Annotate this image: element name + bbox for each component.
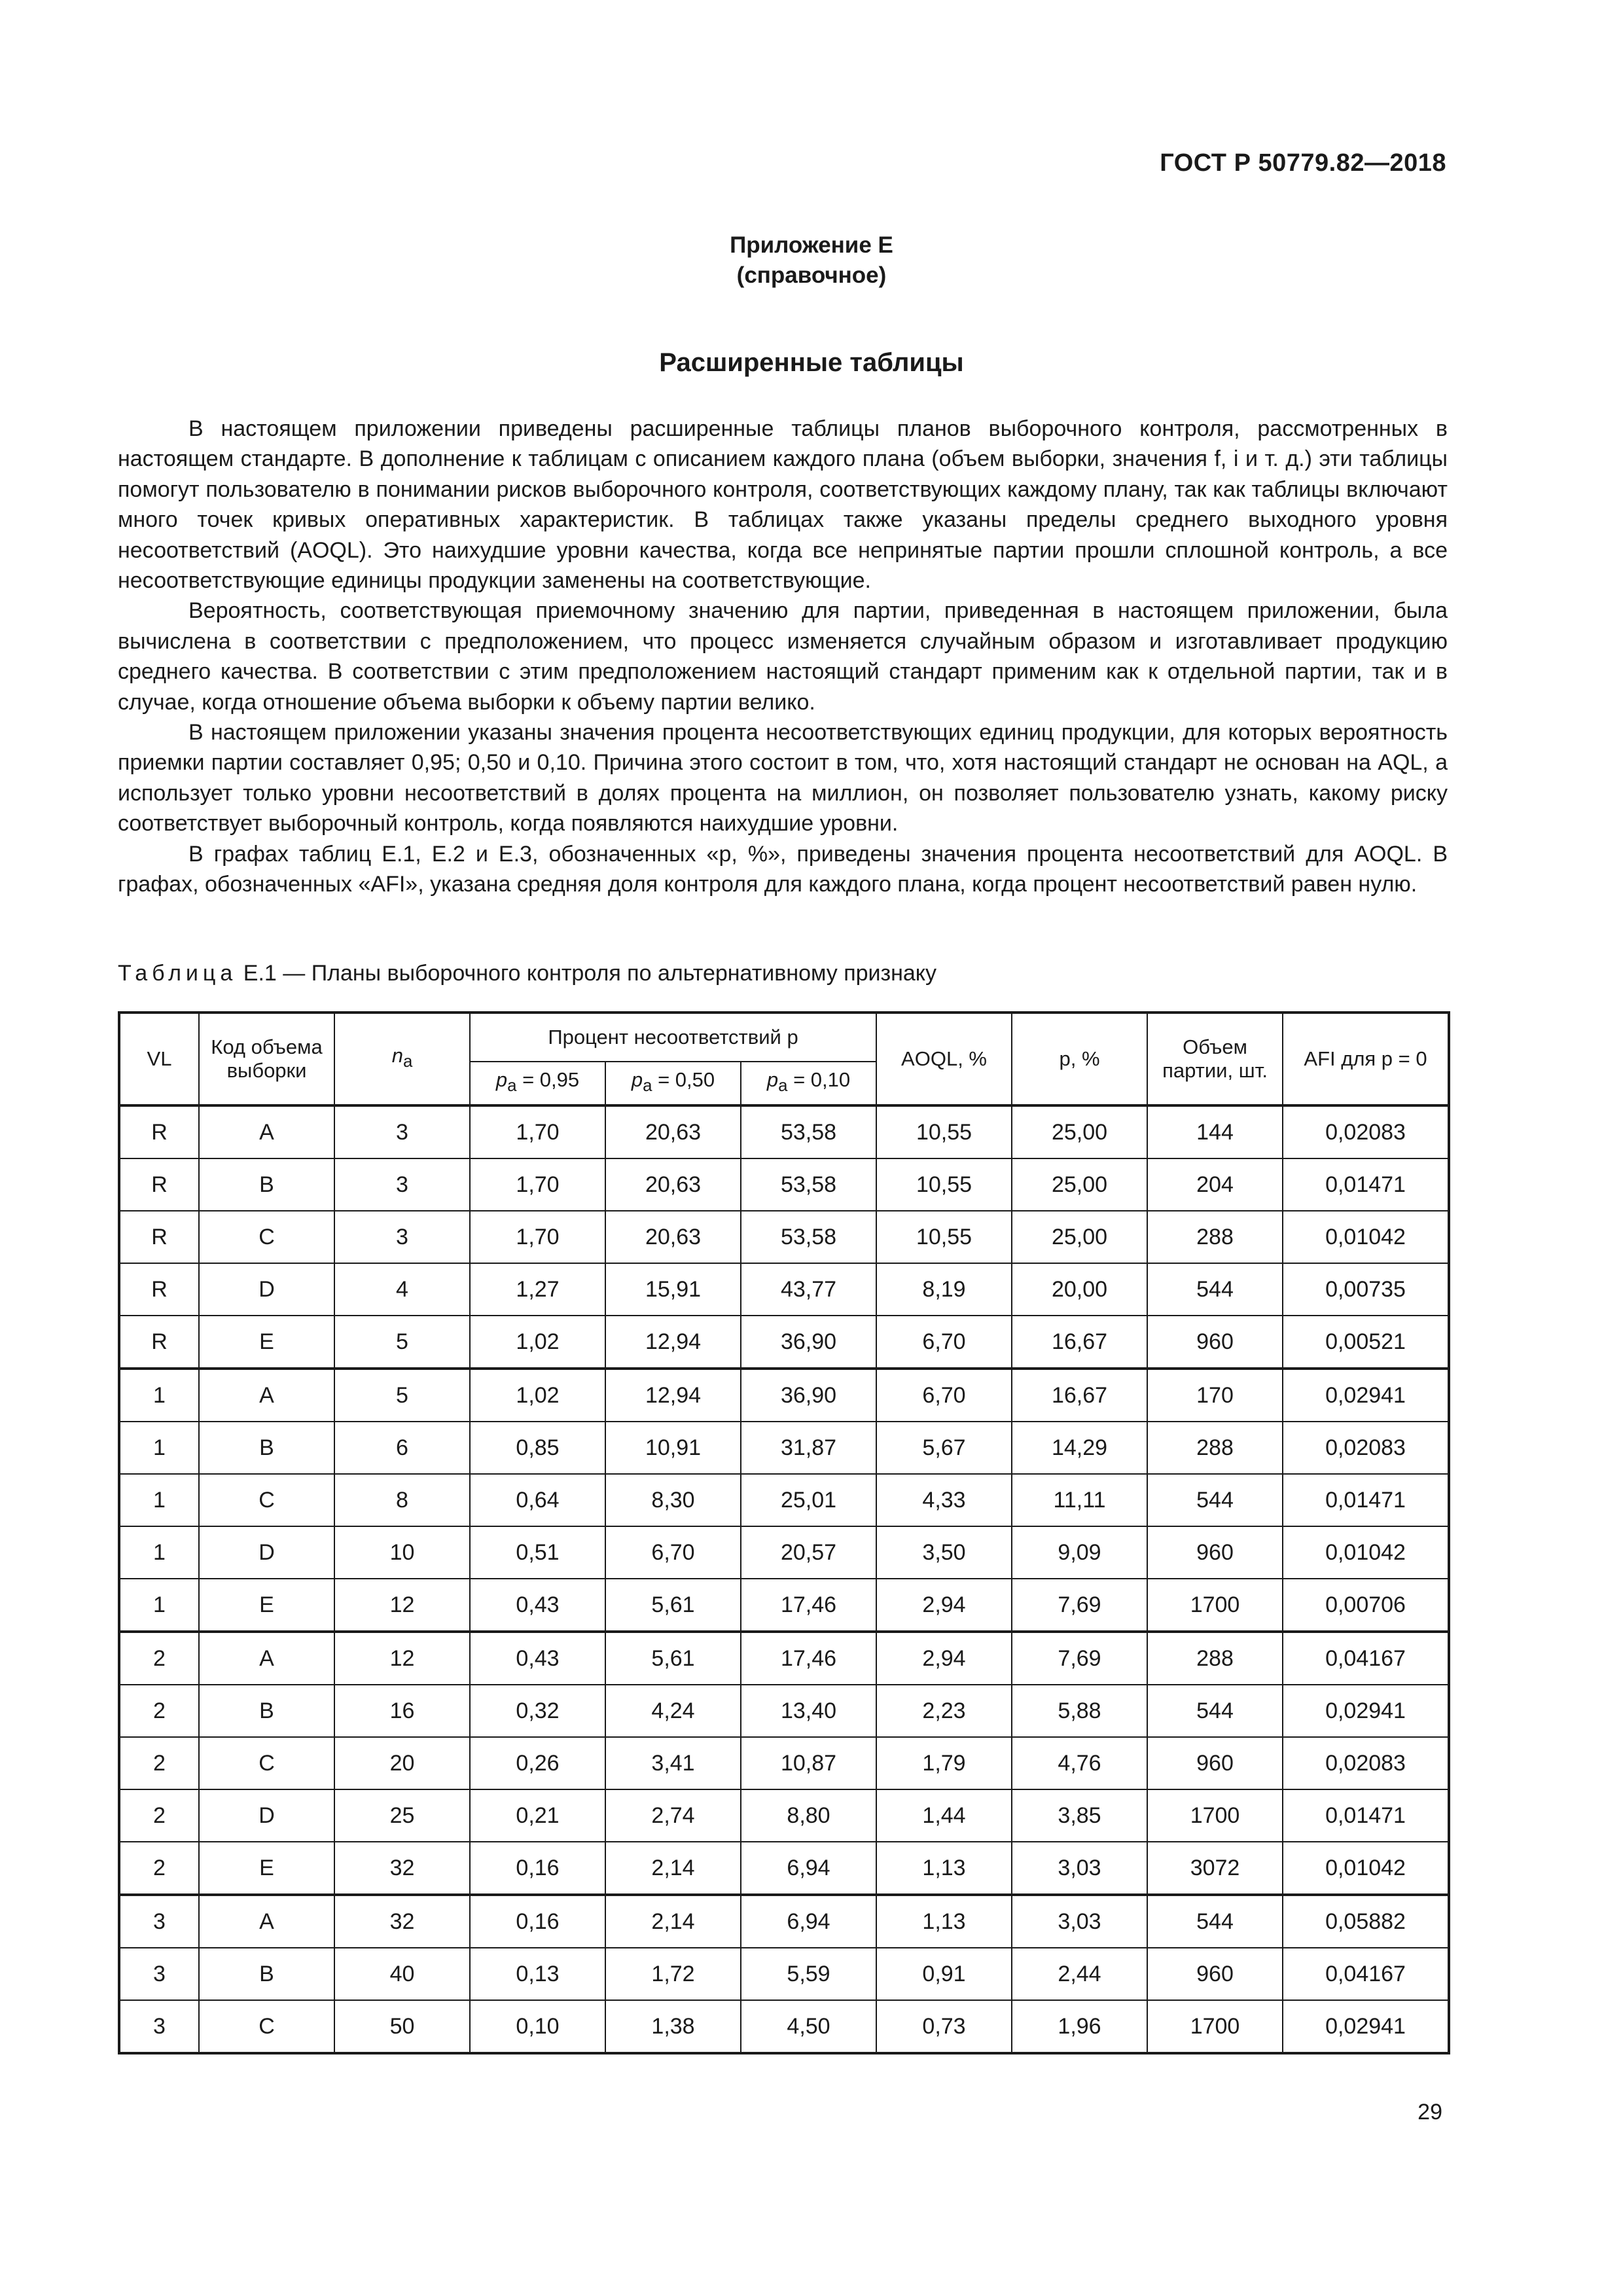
n-cell: 20: [334, 1737, 470, 1789]
n-cell: 25: [334, 1789, 470, 1842]
code-cell: B: [199, 1685, 334, 1737]
vl-cell: 2: [119, 1632, 199, 1685]
pa050-cell: 2,74: [605, 1789, 741, 1842]
p-cell: 1,96: [1012, 2000, 1147, 2053]
paragraph: В настоящем приложении приведены расширенные таблицы планов выборочного контроля, рассмотренных в настоящем стандарте. В дополнение к таблицам с описанием каждого плана (объем выборки, значения f, i и т. д.) эти таблицы помогут пользователю в понимании рисков выборочного контроля, соответствующих каждому плану, так как таблицы включают много точек кривых оперативных характеристик. В таблицах также указаны пределы среднего выходного уровня несоответствий (AOQL). Это наихудшие уровни качества, когда все непринятые партии прошли сплошной контроль, а все несоответствующие единицы продукции заменены на соответствующие.: [118, 416, 1448, 594]
p-cell: 3,03: [1012, 1895, 1147, 1948]
table-row: [119, 2000, 1449, 2053]
vl-cell: 2: [119, 1737, 199, 1789]
pa050-cell: 5,61: [605, 1579, 741, 1632]
pa-sub: a: [643, 1077, 652, 1096]
pa010-cell: 36,90: [741, 1316, 876, 1369]
page-number: 29: [1418, 2100, 1442, 2125]
table-row: [119, 1105, 1449, 1158]
aoql-cell: 1,79: [876, 1737, 1012, 1789]
pa010-cell: 53,58: [741, 1211, 876, 1263]
pa050-cell: 20,63: [605, 1105, 741, 1158]
header-percent-group: Процент несоответствий p: [470, 1013, 876, 1062]
afi-cell: 0,01471: [1283, 1789, 1449, 1842]
code-cell: E: [199, 1579, 334, 1632]
lot-size-cell: 960: [1147, 1316, 1283, 1369]
vl-cell: 1: [119, 1579, 199, 1632]
vl-cell: R: [119, 1211, 199, 1263]
pa095-cell: 1,02: [470, 1316, 605, 1369]
pa010-cell: 36,90: [741, 1369, 876, 1422]
table-row: [119, 1211, 1449, 1263]
lot-size-cell: 288: [1147, 1632, 1283, 1685]
pa050-cell: 6,70: [605, 1526, 741, 1579]
pa-value: = 0,95: [522, 1068, 580, 1092]
code-cell: C: [199, 2000, 334, 2053]
table-row: [119, 1632, 1449, 1685]
n-cell: 6: [334, 1422, 470, 1474]
header-aoql: AOQL, %: [876, 1013, 1012, 1105]
pa095-cell: 1,70: [470, 1211, 605, 1263]
pa050-cell: 10,91: [605, 1422, 741, 1474]
n-cell: 5: [334, 1369, 470, 1422]
pa-symbol: p: [766, 1068, 779, 1092]
header-p-percent: p, %: [1012, 1013, 1147, 1105]
afi-cell: 0,00706: [1283, 1579, 1449, 1632]
header-code: Код объема выборки: [199, 1013, 334, 1105]
p-cell: 11,11: [1012, 1474, 1147, 1526]
table-caption-text: Е.1 — Планы выборочного контроля по альтернативному признаку: [243, 961, 937, 986]
table-row: [119, 1158, 1449, 1211]
afi-cell: 0,04167: [1283, 1948, 1449, 2000]
table-row: [119, 1422, 1449, 1474]
aoql-cell: 6,70: [876, 1316, 1012, 1369]
pa050-cell: 5,61: [605, 1632, 741, 1685]
pa050-cell: 4,24: [605, 1685, 741, 1737]
table-row: [119, 1526, 1449, 1579]
pa-value: = 0,50: [658, 1068, 715, 1092]
code-cell: A: [199, 1369, 334, 1422]
lot-size-cell: 288: [1147, 1211, 1283, 1263]
header-pa-050: [605, 1062, 741, 1105]
lot-size-cell: 544: [1147, 1263, 1283, 1316]
header-n-symbol: n: [391, 1044, 403, 1067]
p-cell: 25,00: [1012, 1211, 1147, 1263]
pa010-cell: 6,94: [741, 1842, 876, 1895]
lot-size-cell: 960: [1147, 1526, 1283, 1579]
table-row: [119, 1316, 1449, 1369]
code-cell: C: [199, 1211, 334, 1263]
aoql-cell: 10,55: [876, 1105, 1012, 1158]
vl-cell: 2: [119, 1789, 199, 1842]
p-cell: 7,69: [1012, 1632, 1147, 1685]
lot-size-cell: 1700: [1147, 2000, 1283, 2053]
pa-symbol: p: [631, 1068, 643, 1092]
aoql-cell: 2,94: [876, 1579, 1012, 1632]
afi-cell: 0,01042: [1283, 1526, 1449, 1579]
pa050-cell: 3,41: [605, 1737, 741, 1789]
pa050-cell: 1,38: [605, 2000, 741, 2053]
pa095-cell: 1,02: [470, 1369, 605, 1422]
p-cell: 20,00: [1012, 1263, 1147, 1316]
p-cell: 25,00: [1012, 1158, 1147, 1211]
aoql-cell: 8,19: [876, 1263, 1012, 1316]
aoql-cell: 3,50: [876, 1526, 1012, 1579]
code-cell: A: [199, 1895, 334, 1948]
aoql-cell: 4,33: [876, 1474, 1012, 1526]
pa010-cell: 17,46: [741, 1632, 876, 1685]
pa095-cell: 1,70: [470, 1105, 605, 1158]
vl-cell: R: [119, 1158, 199, 1211]
n-cell: 32: [334, 1895, 470, 1948]
header-lot-size: Объем партии, шт.: [1147, 1013, 1283, 1105]
vl-cell: 2: [119, 1842, 199, 1895]
header-pa-095: [470, 1062, 605, 1105]
n-cell: 40: [334, 1948, 470, 2000]
appendix-subtitle: (справочное): [736, 262, 887, 288]
lot-size-cell: 144: [1147, 1105, 1283, 1158]
vl-cell: 1: [119, 1474, 199, 1526]
p-cell: 9,09: [1012, 1526, 1147, 1579]
aoql-cell: 0,73: [876, 2000, 1012, 2053]
n-cell: 4: [334, 1263, 470, 1316]
pa095-cell: 1,70: [470, 1158, 605, 1211]
table-row: [119, 1579, 1449, 1632]
vl-cell: 1: [119, 1526, 199, 1579]
pa095-cell: 0,64: [470, 1474, 605, 1526]
code-cell: D: [199, 1526, 334, 1579]
afi-cell: 0,01042: [1283, 1211, 1449, 1263]
aoql-cell: 1,44: [876, 1789, 1012, 1842]
table-row: [119, 1789, 1449, 1842]
n-cell: 3: [334, 1105, 470, 1158]
vl-cell: 3: [119, 1948, 199, 2000]
pa010-cell: 17,46: [741, 1579, 876, 1632]
pa095-cell: 0,43: [470, 1579, 605, 1632]
n-cell: 50: [334, 2000, 470, 2053]
afi-cell: 0,02083: [1283, 1422, 1449, 1474]
p-cell: 3,85: [1012, 1789, 1147, 1842]
pa050-cell: 1,72: [605, 1948, 741, 2000]
table-caption: [118, 961, 936, 986]
afi-cell: 0,02083: [1283, 1105, 1449, 1158]
pa010-cell: 25,01: [741, 1474, 876, 1526]
vl-cell: 3: [119, 1895, 199, 1948]
pa095-cell: 0,10: [470, 2000, 605, 2053]
lot-size-cell: 170: [1147, 1369, 1283, 1422]
n-cell: 3: [334, 1158, 470, 1211]
table-row: [119, 1895, 1449, 1948]
paragraph: Вероятность, соответствующая приемочному значению для партии, приведенная в настоящем приложении, была вычислена в соответствии с предположением, что процесс изменяется случайным образом и изготавливает продукцию среднего качества. В соответствии с этим предположением настоящий стандарт применим как к отдельной партии, так и в случае, когда отношение объема выборки к объему партии велико.: [118, 598, 1448, 715]
vl-cell: R: [119, 1316, 199, 1369]
code-cell: A: [199, 1105, 334, 1158]
pa050-cell: 8,30: [605, 1474, 741, 1526]
afi-cell: 0,02941: [1283, 1369, 1449, 1422]
code-cell: B: [199, 1948, 334, 2000]
code-cell: D: [199, 1789, 334, 1842]
pa095-cell: 0,16: [470, 1895, 605, 1948]
n-cell: 12: [334, 1579, 470, 1632]
pa-sub: a: [507, 1077, 517, 1096]
n-cell: 5: [334, 1316, 470, 1369]
table-caption-label: Таблица: [118, 961, 238, 986]
afi-cell: 0,00735: [1283, 1263, 1449, 1316]
code-cell: E: [199, 1316, 334, 1369]
header-n: [334, 1013, 470, 1105]
n-cell: 32: [334, 1842, 470, 1895]
body-text: [118, 414, 1448, 900]
vl-cell: 1: [119, 1422, 199, 1474]
afi-cell: 0,01471: [1283, 1474, 1449, 1526]
code-cell: D: [199, 1263, 334, 1316]
code-cell: A: [199, 1632, 334, 1685]
appendix-title: Приложение Е: [730, 232, 893, 258]
afi-cell: 0,05882: [1283, 1895, 1449, 1948]
n-cell: 16: [334, 1685, 470, 1737]
pa-symbol: p: [495, 1068, 508, 1092]
sampling-plans-table: [118, 1011, 1450, 2054]
vl-cell: 3: [119, 2000, 199, 2053]
lot-size-cell: 204: [1147, 1158, 1283, 1211]
aoql-cell: 2,23: [876, 1685, 1012, 1737]
header-afi: AFI для p = 0: [1283, 1013, 1449, 1105]
pa050-cell: 20,63: [605, 1158, 741, 1211]
pa095-cell: 0,51: [470, 1526, 605, 1579]
pa095-cell: 0,85: [470, 1422, 605, 1474]
table-row: [119, 1737, 1449, 1789]
pa010-cell: 20,57: [741, 1526, 876, 1579]
code-cell: C: [199, 1737, 334, 1789]
afi-cell: 0,02941: [1283, 1685, 1449, 1737]
pa010-cell: 53,58: [741, 1105, 876, 1158]
pa095-cell: 0,16: [470, 1842, 605, 1895]
p-cell: 25,00: [1012, 1105, 1147, 1158]
vl-cell: 1: [119, 1369, 199, 1422]
p-cell: 4,76: [1012, 1737, 1147, 1789]
vl-cell: R: [119, 1263, 199, 1316]
lot-size-cell: 3072: [1147, 1842, 1283, 1895]
lot-size-cell: 288: [1147, 1422, 1283, 1474]
pa095-cell: 0,43: [470, 1632, 605, 1685]
standard-code: ГОСТ Р 50779.82—2018: [1160, 149, 1446, 177]
n-cell: 12: [334, 1632, 470, 1685]
header-n-sub: a: [402, 1052, 413, 1071]
aoql-cell: 0,91: [876, 1948, 1012, 2000]
p-cell: 14,29: [1012, 1422, 1147, 1474]
pa095-cell: 1,27: [470, 1263, 605, 1316]
code-cell: B: [199, 1158, 334, 1211]
pa010-cell: 5,59: [741, 1948, 876, 2000]
pa-sub: a: [778, 1077, 788, 1096]
paragraph: В графах таблиц Е.1, Е.2 и Е.3, обозначенных «p, %», приведены значения процента несоответствий для AOQL. В графах, обозначенных «AFI», указана средняя доля контроля для каждого плана, когда процент несоответствий равен нулю.: [118, 841, 1448, 897]
pa050-cell: 2,14: [605, 1842, 741, 1895]
afi-cell: 0,00521: [1283, 1316, 1449, 1369]
paragraph: В настоящем приложении указаны значения процента несоответствующих единиц продукции, для которых вероятность приемки партии составляет 0,95; 0,50 и 0,10. Причина этого состоит в том, что, хотя настоящий стандарт не основан на AQL, а использует только уровни несоответствий в долях процента на миллион, он позволяет пользователю узнать, какому риску соответствует выборочный контроль, когда появляются наихудшие уровни.: [118, 720, 1448, 836]
pa010-cell: 43,77: [741, 1263, 876, 1316]
afi-cell: 0,01471: [1283, 1158, 1449, 1211]
vl-cell: R: [119, 1105, 199, 1158]
table-row: [119, 1474, 1449, 1526]
aoql-cell: 10,55: [876, 1158, 1012, 1211]
lot-size-cell: 544: [1147, 1895, 1283, 1948]
pa010-cell: 31,87: [741, 1422, 876, 1474]
table-body: [119, 1105, 1449, 2053]
n-cell: 8: [334, 1474, 470, 1526]
code-cell: B: [199, 1422, 334, 1474]
afi-cell: 0,02083: [1283, 1737, 1449, 1789]
table-row: [119, 1948, 1449, 2000]
afi-cell: 0,02941: [1283, 2000, 1449, 2053]
table-row: [119, 1842, 1449, 1895]
p-cell: 16,67: [1012, 1369, 1147, 1422]
pa050-cell: 2,14: [605, 1895, 741, 1948]
aoql-cell: 6,70: [876, 1369, 1012, 1422]
aoql-cell: 1,13: [876, 1895, 1012, 1948]
p-cell: 5,88: [1012, 1685, 1147, 1737]
p-cell: 16,67: [1012, 1316, 1147, 1369]
aoql-cell: 5,67: [876, 1422, 1012, 1474]
table-row: [119, 1685, 1449, 1737]
table-row: [119, 1263, 1449, 1316]
pa050-cell: 12,94: [605, 1316, 741, 1369]
vl-cell: 2: [119, 1685, 199, 1737]
pa050-cell: 15,91: [605, 1263, 741, 1316]
pa010-cell: 53,58: [741, 1158, 876, 1211]
pa095-cell: 0,21: [470, 1789, 605, 1842]
pa095-cell: 0,32: [470, 1685, 605, 1737]
pa-value: = 0,10: [793, 1068, 851, 1092]
n-cell: 10: [334, 1526, 470, 1579]
pa010-cell: 6,94: [741, 1895, 876, 1948]
pa095-cell: 0,26: [470, 1737, 605, 1789]
lot-size-cell: 960: [1147, 1948, 1283, 2000]
pa095-cell: 0,13: [470, 1948, 605, 2000]
section-title: Расширенные таблицы: [659, 348, 964, 377]
header-pa-010: [741, 1062, 876, 1105]
aoql-cell: 10,55: [876, 1211, 1012, 1263]
code-cell: C: [199, 1474, 334, 1526]
lot-size-cell: 544: [1147, 1685, 1283, 1737]
lot-size-cell: 1700: [1147, 1789, 1283, 1842]
pa050-cell: 12,94: [605, 1369, 741, 1422]
n-cell: 3: [334, 1211, 470, 1263]
p-cell: 3,03: [1012, 1842, 1147, 1895]
p-cell: 7,69: [1012, 1579, 1147, 1632]
lot-size-cell: 1700: [1147, 1579, 1283, 1632]
appendix-heading: [0, 230, 1623, 291]
p-cell: 2,44: [1012, 1948, 1147, 2000]
pa010-cell: 8,80: [741, 1789, 876, 1842]
aoql-cell: 2,94: [876, 1632, 1012, 1685]
afi-cell: 0,01042: [1283, 1842, 1449, 1895]
aoql-cell: 1,13: [876, 1842, 1012, 1895]
pa050-cell: 20,63: [605, 1211, 741, 1263]
code-cell: E: [199, 1842, 334, 1895]
lot-size-cell: 960: [1147, 1737, 1283, 1789]
pa010-cell: 4,50: [741, 2000, 876, 2053]
pa010-cell: 10,87: [741, 1737, 876, 1789]
table-row: [119, 1369, 1449, 1422]
afi-cell: 0,04167: [1283, 1632, 1449, 1685]
lot-size-cell: 544: [1147, 1474, 1283, 1526]
pa010-cell: 13,40: [741, 1685, 876, 1737]
header-vl: VL: [119, 1013, 199, 1105]
